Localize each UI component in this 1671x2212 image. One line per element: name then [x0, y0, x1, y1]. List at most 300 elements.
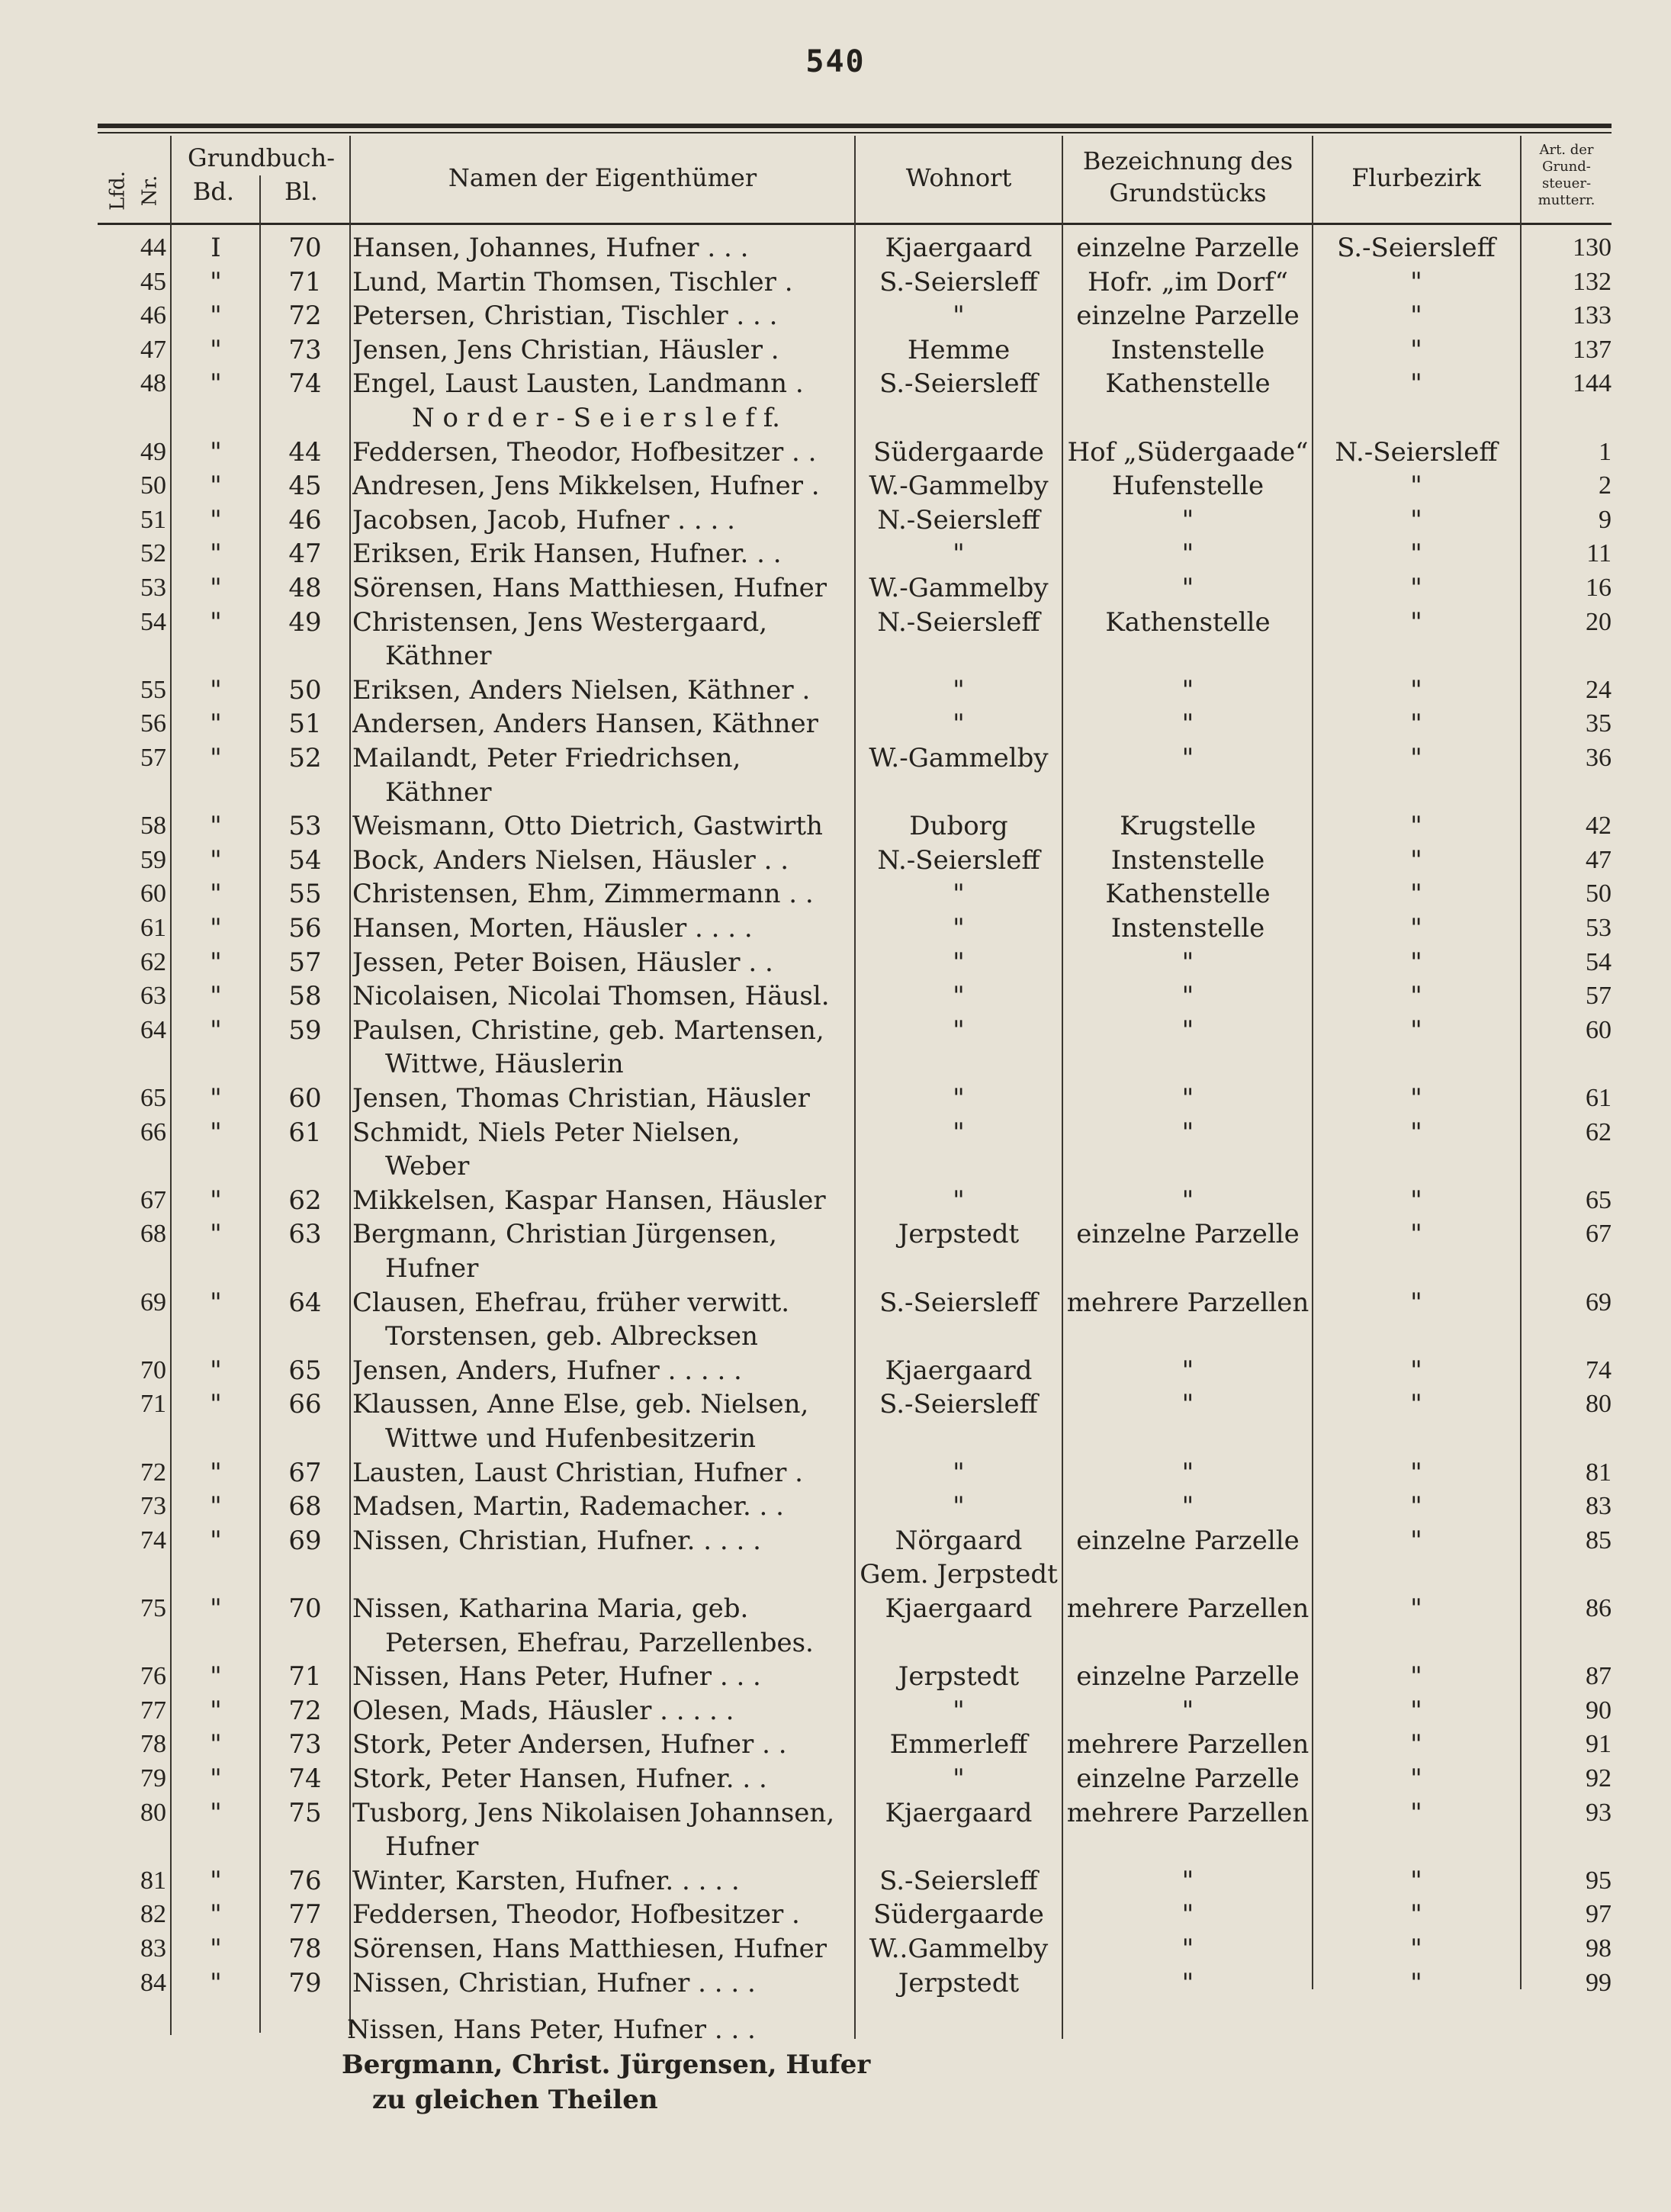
row-name: Jessen, Peter Boisen, Häusler . .	[352, 947, 773, 978]
row-flurbezirk: "	[1410, 1661, 1422, 1693]
row-bd: "	[210, 1661, 222, 1693]
col-line-nr	[170, 136, 172, 2035]
row-flurbezirk: "	[1410, 743, 1422, 773]
row-bezeichnung: "	[1181, 1117, 1194, 1148]
row-nr: 65	[140, 1084, 166, 1112]
row-wohnort: "	[953, 1457, 965, 1488]
row-name: Nissen, Christian, Hufner . . . .	[352, 1967, 756, 1998]
row-bezeichnung: Hufenstelle	[1111, 471, 1264, 502]
row-bezeichnung: Kathenstelle	[1105, 368, 1271, 400]
row-bd: "	[210, 573, 222, 603]
row-nr: 55	[140, 675, 166, 704]
row-bl: 55	[288, 879, 322, 910]
header-bezeichnung: Bezeichnung des Grundstücks	[1082, 146, 1293, 207]
row-wohnort: "	[953, 1083, 965, 1114]
row-wohnort: "	[953, 1117, 965, 1148]
row-bd: "	[210, 1185, 222, 1216]
row-name: Jensen, Jens Christian, Häusler .	[352, 334, 779, 365]
row-bezeichnung: mehrere Parzellen	[1066, 1287, 1309, 1318]
row-bd: "	[210, 743, 222, 773]
row-name: Eriksen, Anders Nielsen, Käthner .	[352, 674, 811, 706]
row-name: Olesen, Mads, Häusler . . . . .	[352, 1695, 734, 1726]
row-nr: 51	[140, 505, 166, 534]
row-bl: 44	[288, 436, 322, 468]
top-thin-rule	[98, 132, 1612, 133]
row-bezeichnung: Instenstelle	[1110, 913, 1265, 944]
row-bezeichnung: "	[1181, 1491, 1194, 1522]
row-name: Stork, Peter Hansen, Hufner. . .	[352, 1763, 767, 1794]
row-bl: 72	[288, 1695, 322, 1726]
row-nr: 57	[140, 744, 166, 772]
row-bd: "	[210, 539, 222, 570]
row-nr: 53	[140, 574, 166, 602]
row-bezeichnung: Hofr. „im Dorf“	[1088, 266, 1288, 297]
row-bl: 72	[288, 301, 322, 332]
row-wohnort: S.-Seiersleff	[879, 1287, 1038, 1318]
row-art: 74	[1586, 1355, 1612, 1384]
row-name: Nissen, Hans Peter, Hufner . . .	[352, 1661, 761, 1693]
row-art: 86	[1586, 1594, 1612, 1622]
row-flurbezirk: "	[1410, 471, 1422, 502]
row-nr: 50	[140, 471, 166, 500]
row-name: Schmidt, Niels Peter Nielsen,	[352, 1117, 741, 1148]
row-bl: 59	[288, 1014, 322, 1046]
row-bd: "	[210, 1389, 222, 1420]
row-name: Paulsen, Christine, geb. Martensen,	[352, 1014, 824, 1046]
row-flurbezirk: "	[1410, 1593, 1422, 1624]
row-wohnort: "	[953, 947, 965, 978]
row-nr: 64	[140, 1015, 166, 1044]
row-bl: 76	[288, 1865, 322, 1896]
row-bl: 66	[288, 1389, 322, 1420]
row-bl: 78	[288, 1934, 322, 1964]
row-flurbezirk: "	[1410, 981, 1422, 1012]
row-wohnort: Jerpstedt	[898, 1661, 1020, 1693]
row-flurbezirk: "	[1410, 1389, 1422, 1420]
row-flurbezirk: "	[1410, 1014, 1422, 1046]
row-name: Hansen, Morten, Häusler . . . .	[352, 913, 753, 944]
row-nr: 67	[140, 1185, 166, 1214]
row-nr: 81	[140, 1866, 166, 1895]
row-art: 2	[1599, 471, 1612, 500]
row-name: Sörensen, Hans Matthiesen, Hufner	[352, 1934, 827, 1964]
row-flurbezirk: "	[1410, 1185, 1422, 1216]
row-bd: "	[210, 1967, 222, 1998]
row-wohnort: N.-Seiersleff	[877, 606, 1040, 638]
row-name: Christensen, Jens Westergaard,	[352, 606, 768, 638]
row-name: Engel, Laust Lausten, Landmann .	[352, 368, 804, 400]
row-name: Mailandt, Peter Friedrichsen,	[352, 743, 741, 773]
row-bl: 48	[288, 573, 322, 603]
row-flurbezirk: "	[1410, 1967, 1422, 1998]
row-flurbezirk: "	[1410, 879, 1422, 910]
row-bezeichnung: "	[1181, 1185, 1194, 1216]
row-wohnort: "	[953, 913, 965, 944]
row-bezeichnung: Instenstelle	[1110, 844, 1265, 876]
row-bezeichnung: "	[1181, 743, 1194, 773]
row-bezeichnung: "	[1181, 1865, 1194, 1896]
row-wohnort: S.-Seiersleff	[879, 266, 1038, 297]
row-wohnort: Kjaergaard	[885, 1355, 1033, 1386]
row-flurbezirk: "	[1410, 1865, 1422, 1896]
row-art: 87	[1586, 1662, 1612, 1691]
row-wohnort: "	[953, 301, 965, 332]
row-bl: 53	[288, 811, 322, 842]
row-wohnort: "	[953, 709, 965, 740]
row-bl: 69	[288, 1525, 322, 1556]
row-flurbezirk: "	[1410, 947, 1422, 978]
row-bl: 57	[288, 947, 322, 978]
row-bd: "	[210, 606, 222, 638]
row-flurbezirk: "	[1410, 266, 1422, 297]
row-art: 91	[1586, 1730, 1612, 1759]
row-name: Mikkelsen, Kaspar Hansen, Häusler	[352, 1185, 826, 1216]
row-bd: "	[210, 1763, 222, 1794]
row-art: 99	[1586, 1968, 1612, 1997]
row-bezeichnung: mehrere Parzellen	[1066, 1593, 1309, 1624]
row-bd: "	[210, 947, 222, 978]
row-bd: "	[210, 1525, 222, 1556]
row-name: Nicolaisen, Nicolai Thomsen, Häusl.	[352, 981, 830, 1012]
row-nr: 61	[140, 914, 166, 942]
row-bd: "	[210, 879, 222, 910]
row-bezeichnung: einzelne Parzelle	[1076, 1661, 1300, 1693]
row-flurbezirk: "	[1410, 1729, 1422, 1760]
row-bd: "	[210, 844, 222, 876]
row-bezeichnung: "	[1181, 1899, 1194, 1931]
row-nr: 80	[140, 1798, 166, 1827]
row-nr: 63	[140, 982, 166, 1011]
row-name: Winter, Karsten, Hufner. . . . .	[352, 1865, 740, 1896]
row-wohnort: Nörgaard	[895, 1525, 1023, 1556]
row-bezeichnung: "	[1181, 539, 1194, 570]
row-bd: "	[210, 1287, 222, 1318]
row-nr: 48	[140, 369, 166, 398]
row-flurbezirk: "	[1410, 1457, 1422, 1488]
row-nr: 84	[140, 1968, 166, 1997]
row-art: 69	[1586, 1288, 1612, 1317]
row-bl: 49	[288, 606, 322, 638]
row-name: Käthner	[385, 641, 492, 672]
row-flurbezirk: "	[1410, 1083, 1422, 1114]
row-nr: 66	[140, 1117, 166, 1146]
row-name: Petersen, Ehefrau, Parzellenbes.	[385, 1627, 814, 1658]
row-flurbezirk: "	[1410, 1934, 1422, 1964]
row-flurbezirk: "	[1410, 913, 1422, 944]
row-art: 16	[1586, 574, 1612, 602]
row-flurbezirk: "	[1410, 1117, 1422, 1148]
row-nr: 69	[140, 1288, 166, 1317]
header-nr: Lfd. Nr.	[106, 171, 162, 211]
row-nr: 71	[140, 1390, 166, 1419]
row-bd: "	[210, 709, 222, 740]
row-name: Käthner	[385, 776, 492, 808]
row-bl: 74	[288, 1763, 322, 1794]
row-nr: 70	[140, 1355, 166, 1384]
row-bl: 52	[288, 743, 322, 773]
row-bezeichnung: "	[1181, 1457, 1194, 1488]
row-wohnort: Kjaergaard	[885, 1593, 1033, 1624]
row-nr: 44	[140, 233, 166, 262]
col-line-bl	[349, 136, 351, 2035]
row-art: 132	[1573, 267, 1612, 296]
row-flurbezirk: "	[1410, 606, 1422, 638]
row-bezeichnung: "	[1181, 1014, 1194, 1046]
row-art: 62	[1586, 1117, 1612, 1146]
row-flurbezirk: N.-Seiersleff	[1335, 436, 1498, 468]
row-art: 133	[1573, 301, 1612, 330]
row-bezeichnung: "	[1181, 1967, 1194, 1998]
row-bezeichnung: Kathenstelle	[1105, 606, 1271, 638]
row-name: Wittwe, Häuslerin	[385, 1049, 624, 1080]
row-wohnort: Duborg	[909, 811, 1008, 842]
row-name: Petersen, Christian, Tischler . . .	[352, 301, 778, 332]
row-bezeichnung: "	[1181, 1083, 1194, 1114]
row-bezeichnung: "	[1181, 709, 1194, 740]
row-bezeichnung: Kathenstelle	[1105, 879, 1271, 910]
row-name: Jensen, Thomas Christian, Häusler	[352, 1083, 810, 1114]
row-nr: 45	[140, 267, 166, 296]
row-art: 47	[1586, 845, 1612, 874]
row-wohnort: Jerpstedt	[898, 1219, 1020, 1250]
row-bl: 46	[288, 504, 322, 535]
row-wohnort: W.-Gammelby	[869, 743, 1049, 773]
row-flurbezirk: "	[1410, 811, 1422, 842]
row-bd: I	[210, 233, 221, 263]
header-namen: Namen der Eigenthümer	[448, 163, 757, 192]
row-art: 85	[1586, 1526, 1612, 1555]
row-art: 83	[1586, 1492, 1612, 1521]
section-heading: N o r d e r - S e i e r s l e f f.	[412, 403, 780, 433]
row-bl: 75	[288, 1797, 322, 1828]
row-flurbezirk: "	[1410, 844, 1422, 876]
row-flurbezirk: "	[1410, 504, 1422, 535]
row-art: 130	[1573, 233, 1612, 262]
row-bl: 54	[288, 844, 322, 876]
row-nr: 75	[140, 1594, 166, 1622]
row-bd: "	[210, 1117, 222, 1148]
row-bd: "	[210, 1083, 222, 1114]
row-bd: "	[210, 471, 222, 502]
row-wohnort: Kjaergaard	[885, 1797, 1033, 1828]
row-bezeichnung: "	[1181, 1355, 1194, 1386]
row-flurbezirk: "	[1410, 1797, 1422, 1828]
row-art: 97	[1586, 1900, 1612, 1929]
row-name: Andresen, Jens Mikkelsen, Hufner .	[352, 471, 820, 502]
row-flurbezirk: "	[1410, 1355, 1422, 1386]
col-line-wohnort	[1062, 136, 1063, 2039]
row-bezeichnung: "	[1181, 947, 1194, 978]
row-wohnort: Südergaarde	[873, 1899, 1044, 1931]
row-art: 54	[1586, 947, 1612, 976]
row-bl: 61	[288, 1117, 322, 1148]
row-name: Hufner	[385, 1831, 479, 1863]
row-bezeichnung: mehrere Parzellen	[1066, 1797, 1309, 1828]
row-bd: "	[210, 504, 222, 535]
row-art: 92	[1586, 1764, 1612, 1792]
row-art: 53	[1586, 914, 1612, 942]
row-bezeichnung: "	[1181, 573, 1194, 603]
row-name: Lund, Martin Thomsen, Tischler .	[352, 266, 793, 297]
row-bl: 71	[288, 1661, 322, 1693]
row-name: Stork, Peter Andersen, Hufner . .	[352, 1729, 787, 1760]
row-bl: 73	[288, 334, 322, 365]
row-art: 90	[1586, 1696, 1612, 1725]
row-nr: 72	[140, 1458, 166, 1487]
row-art: 57	[1586, 982, 1612, 1011]
row-name: Weber	[385, 1151, 470, 1182]
row-bl: 71	[288, 266, 322, 297]
row-flurbezirk: "	[1410, 1899, 1422, 1931]
row-name: Clausen, Ehefrau, früher verwitt.	[352, 1287, 790, 1318]
row-bd: "	[210, 1695, 222, 1726]
row-bl: 64	[288, 1287, 322, 1318]
top-double-rule	[98, 124, 1612, 128]
row-bd: "	[210, 981, 222, 1012]
row-flurbezirk: "	[1410, 1219, 1422, 1250]
row-bd: "	[210, 266, 222, 297]
row-nr: 62	[140, 947, 166, 976]
row-bezeichnung: "	[1181, 674, 1194, 706]
row-name: Bock, Anders Nielsen, Häusler . .	[352, 844, 789, 876]
row-art: 35	[1586, 709, 1612, 738]
row-bezeichnung: "	[1181, 981, 1194, 1012]
row-bd: "	[210, 1355, 222, 1386]
row-nr: 56	[140, 709, 166, 738]
row-bd: "	[210, 1014, 222, 1046]
row-nr: 59	[140, 845, 166, 874]
row-bd: "	[210, 913, 222, 944]
row-name: Eriksen, Erik Hansen, Hufner. . .	[352, 539, 782, 570]
row-art: 67	[1586, 1220, 1612, 1249]
footer-line-1: Nissen, Hans Peter, Hufner . . .	[347, 2014, 756, 2045]
row-bd: "	[210, 301, 222, 332]
row-name: Nissen, Katharina Maria, geb.	[352, 1593, 749, 1624]
row-bd: "	[210, 1797, 222, 1828]
row-art: 42	[1586, 812, 1612, 841]
row-name: Torstensen, geb. Albrecksen	[385, 1321, 758, 1352]
row-flurbezirk: "	[1410, 573, 1422, 603]
row-flurbezirk: "	[1410, 709, 1422, 740]
row-art: 36	[1586, 744, 1612, 772]
row-flurbezirk: "	[1410, 539, 1422, 570]
row-bezeichnung: einzelne Parzelle	[1076, 1525, 1300, 1556]
row-name: Jacobsen, Jacob, Hufner . . . .	[352, 504, 735, 535]
row-art: 9	[1599, 505, 1612, 534]
row-art: 144	[1573, 369, 1612, 398]
row-bl: 45	[288, 471, 322, 502]
row-bl: 50	[288, 674, 322, 706]
row-bezeichnung: "	[1181, 1695, 1194, 1726]
row-art: 50	[1586, 879, 1612, 908]
row-bd: "	[210, 674, 222, 706]
row-art: 60	[1586, 1015, 1612, 1044]
row-art: 81	[1586, 1458, 1612, 1487]
row-name: Hansen, Johannes, Hufner . . .	[352, 233, 749, 263]
row-bl: 58	[288, 981, 322, 1012]
row-flurbezirk: "	[1410, 1695, 1422, 1726]
row-nr: 78	[140, 1730, 166, 1759]
row-bl: 56	[288, 913, 322, 944]
footer-line-2: Bergmann, Christ. Jürgensen, Hufer	[342, 2050, 871, 2080]
row-nr: 76	[140, 1662, 166, 1691]
row-wohnort: "	[953, 1763, 965, 1794]
row-name: Feddersen, Theodor, Hofbesitzer . .	[352, 436, 817, 468]
row-bl: 77	[288, 1899, 322, 1931]
row-nr: 46	[140, 301, 166, 330]
row-bd: "	[210, 436, 222, 468]
col-line-bd	[259, 175, 261, 2033]
row-bezeichnung: "	[1181, 1934, 1194, 1964]
row-art: 65	[1586, 1185, 1612, 1214]
header-art: Art. der Grund- steuer- mutterr.	[1538, 142, 1595, 208]
row-bd: "	[210, 1899, 222, 1931]
row-name: Jensen, Anders, Hufner . . . . .	[352, 1355, 742, 1386]
row-nr: 49	[140, 437, 166, 466]
row-name: Wittwe und Hufenbesitzerin	[385, 1423, 757, 1454]
row-bd: "	[210, 1457, 222, 1488]
row-wohnort: Emmerleff	[889, 1729, 1028, 1760]
row-wohnort: Hemme	[907, 334, 1011, 365]
row-nr: 82	[140, 1900, 166, 1929]
row-bd: "	[210, 1729, 222, 1760]
row-art: 61	[1586, 1084, 1612, 1112]
row-bezeichnung: einzelne Parzelle	[1076, 1763, 1300, 1794]
row-bd: "	[210, 334, 222, 365]
row-wohnort: W..Gammelby	[869, 1934, 1049, 1964]
row-bezeichnung: Krugstelle	[1120, 811, 1256, 842]
row-name: Weismann, Otto Dietrich, Gastwirth	[352, 811, 823, 842]
row-wohnort: S.-Seiersleff	[879, 1389, 1038, 1420]
row-bezeichnung: einzelne Parzelle	[1076, 1219, 1300, 1250]
row-name: Madsen, Martin, Rademacher. . .	[352, 1491, 784, 1522]
row-flurbezirk: "	[1410, 1491, 1422, 1522]
row-bezeichnung: "	[1181, 504, 1194, 535]
row-wohnort: "	[953, 539, 965, 570]
row-nr: 74	[140, 1526, 166, 1555]
row-flurbezirk: "	[1410, 334, 1422, 365]
row-bd: "	[210, 1491, 222, 1522]
row-nr: 47	[140, 335, 166, 364]
row-bl: 51	[288, 709, 322, 740]
row-nr: 52	[140, 539, 166, 568]
page-number: 540	[805, 44, 866, 79]
row-name: Lausten, Laust Christian, Hufner .	[352, 1457, 803, 1488]
row-bl: 62	[288, 1185, 322, 1216]
row-bd: "	[210, 1865, 222, 1896]
header-wohnort: Wohnort	[905, 163, 1012, 192]
row-name: Klaussen, Anne Else, geb. Nielsen,	[352, 1389, 809, 1420]
row-wohnort: W.-Gammelby	[869, 573, 1049, 603]
row-wohnort: "	[953, 981, 965, 1012]
row-bezeichnung: mehrere Parzellen	[1066, 1729, 1309, 1760]
row-wohnort: "	[953, 1695, 965, 1726]
row-art: 93	[1586, 1798, 1612, 1827]
row-art: 24	[1586, 675, 1612, 704]
footer-line-3: zu gleichen Theilen	[372, 2085, 658, 2115]
row-bl: 79	[288, 1967, 322, 1998]
row-bl: 70	[288, 233, 322, 263]
row-flurbezirk: "	[1410, 674, 1422, 706]
row-bd: "	[210, 1934, 222, 1964]
row-flurbezirk: "	[1410, 1763, 1422, 1794]
row-nr: 68	[140, 1220, 166, 1249]
row-bl: 63	[288, 1219, 322, 1250]
row-name: Hufner	[385, 1253, 479, 1284]
row-wohnort: Kjaergaard	[885, 233, 1033, 263]
row-name: Christensen, Ehm, Zimmermann . .	[352, 879, 814, 910]
row-bl: 67	[288, 1457, 322, 1488]
